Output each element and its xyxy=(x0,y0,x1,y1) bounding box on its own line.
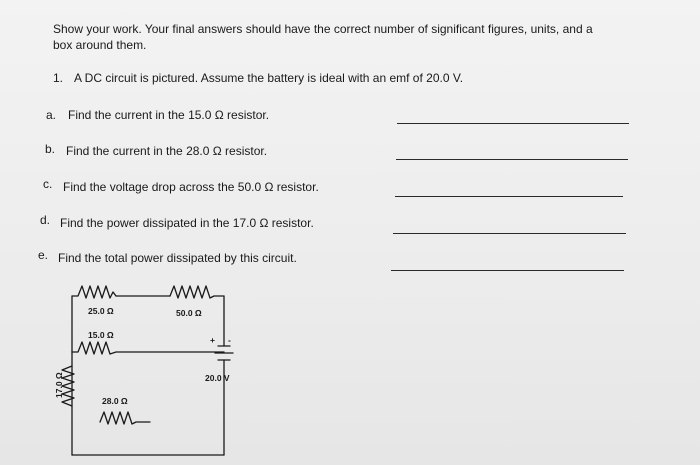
label-17: 17.0 Ω xyxy=(54,372,64,398)
instructions-line-2: box around them. xyxy=(53,38,147,52)
problem-number: 1. xyxy=(53,71,64,85)
answer-line-d[interactable] xyxy=(393,233,626,234)
part-a-letter: a. xyxy=(46,108,57,122)
part-d-letter: d. xyxy=(40,213,51,227)
battery-emf-label: 20.0 V xyxy=(205,373,230,383)
resistor-28-symbol xyxy=(100,412,150,424)
part-a-text: Find the current in the 15.0 Ω resistor. xyxy=(68,108,270,122)
answer-line-c[interactable] xyxy=(395,196,623,197)
answer-line-e[interactable] xyxy=(391,270,624,271)
part-e-letter: e. xyxy=(38,248,49,262)
label-28: 28.0 Ω xyxy=(102,396,128,406)
label-50: 50.0 Ω xyxy=(176,308,202,318)
label-25: 25.0 Ω xyxy=(88,306,114,316)
label-15: 15.0 Ω xyxy=(88,330,114,340)
circuit-diagram xyxy=(0,270,330,465)
part-c-text: Find the voltage drop across the 50.0 Ω resistor. xyxy=(63,180,319,194)
battery-plus: + xyxy=(210,335,215,345)
battery-symbol xyxy=(215,346,233,360)
problem-statement: A DC circuit is pictured. Assume the battery is ideal with an emf of 20.0 V. xyxy=(74,71,464,85)
instructions-line-1: Show your work. Your final answers should have the correct number of significant figures, units, and a xyxy=(53,22,593,36)
part-c-letter: c. xyxy=(43,177,53,191)
part-b-letter: b. xyxy=(45,142,56,156)
answer-line-a[interactable] xyxy=(397,123,629,124)
part-d-text: Find the power dissipated in the 17.0 Ω resistor. xyxy=(60,216,314,230)
part-b-text: Find the current in the 28.0 Ω resistor. xyxy=(66,144,268,158)
answer-line-b[interactable] xyxy=(396,159,628,160)
part-e-text: Find the total power dissipated by this circuit. xyxy=(58,251,297,265)
resistor-25-symbol xyxy=(72,286,116,298)
resistor-15-symbol xyxy=(72,342,224,354)
resistor-50-symbol xyxy=(170,286,224,298)
battery-minus: - xyxy=(228,335,231,345)
